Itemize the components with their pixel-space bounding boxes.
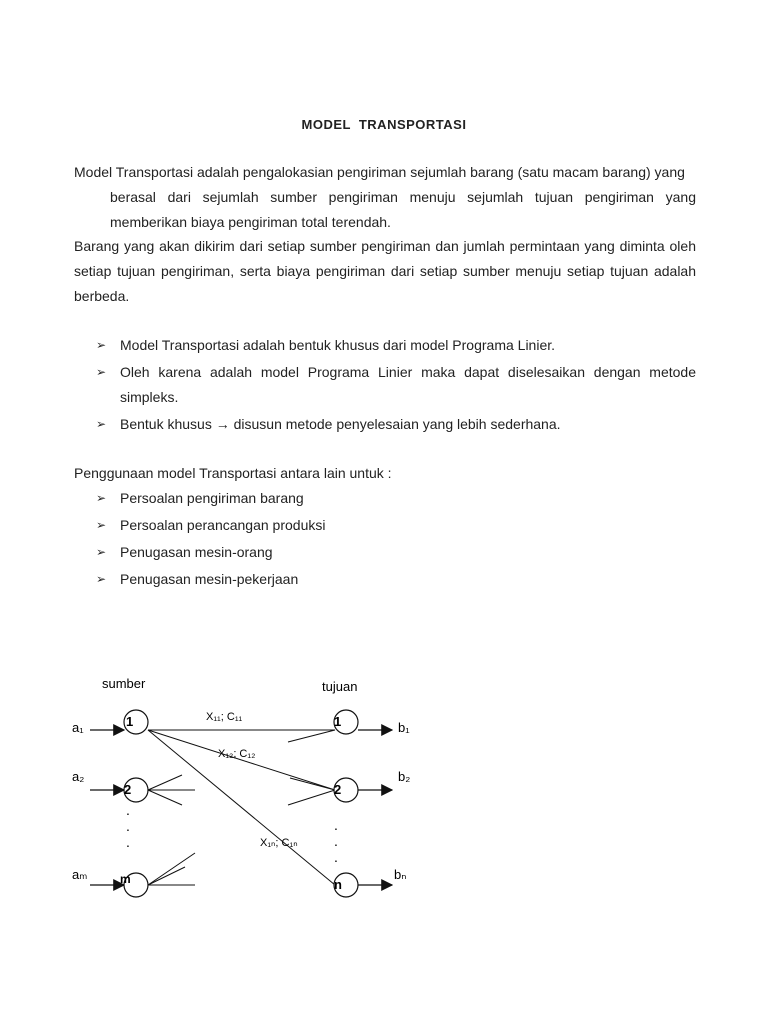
supply-label: aₘ bbox=[72, 867, 88, 882]
destination-node-label: n bbox=[334, 877, 342, 892]
list-item: ➢ Oleh karena adalah model Programa Linier maka dapat diselesaikan dengan metode simpleks. bbox=[96, 360, 696, 410]
supply-label: a₁ bbox=[72, 720, 84, 735]
arrow-bullet-icon: ➢ bbox=[96, 365, 107, 379]
edge-line bbox=[148, 730, 335, 790]
list-item: ➢ Model Transportasi adalah bentuk khusus dari model Programa Linier. bbox=[96, 333, 696, 358]
ellipsis-dot: . bbox=[126, 802, 130, 818]
properties-list bbox=[96, 333, 696, 439]
edge-stub bbox=[148, 867, 185, 885]
arrow-bullet-icon: ➢ bbox=[96, 417, 107, 431]
source-node-label: 2 bbox=[124, 782, 132, 797]
list-item: ➢ Bentuk khusus → disusun metode penyelesaian yang lebih sederhana. bbox=[96, 412, 696, 437]
ellipsis-dot: . bbox=[126, 834, 130, 850]
ellipsis-dot: . bbox=[126, 818, 130, 834]
cost-paragraph: Barang yang akan dikirim dari setiap sumber pengiriman dan jumlah permintaan yang diminta oleh setiap tujuan pengiriman, serta biaya pengiriman dari setiap sumber menuju setiap tujuan adalah berbeda. bbox=[74, 238, 696, 304]
definition-first-line: Model Transportasi adalah pengalokasian pengiriman sejumlah barang (satu macam barang) yang bbox=[74, 164, 685, 180]
list-item: ➢ Penugasan mesin-orang bbox=[96, 540, 696, 565]
edge-stub bbox=[148, 853, 195, 885]
arrow-bullet-icon: ➢ bbox=[96, 572, 107, 586]
source-node-label: m bbox=[120, 872, 131, 886]
list-item: ➢ Persoalan perancangan produksi bbox=[96, 513, 696, 538]
uses-intro: Penggunaan model Transportasi antara lain untuk : bbox=[74, 465, 392, 481]
arrow-bullet-icon: ➢ bbox=[96, 545, 107, 559]
edge-stub bbox=[148, 775, 182, 790]
source-node-label: 1 bbox=[126, 714, 134, 729]
page-title: MODEL TRANSPORTASI bbox=[301, 117, 467, 132]
list-item: ➢ Penugasan mesin-pekerjaan bbox=[96, 567, 696, 592]
edge-stub bbox=[288, 730, 335, 742]
definition-continuation: berasal dari sejumlah sumber pengiriman menuju sejumlah tujuan pengiriman yang memberikan biaya pengiriman total terendah. bbox=[110, 189, 696, 230]
arrow-bullet-icon: ➢ bbox=[96, 491, 107, 505]
sumber-label: sumber bbox=[102, 676, 146, 691]
arrow-bullet-icon: ➢ bbox=[96, 338, 107, 352]
ellipsis-dot: . bbox=[334, 849, 338, 865]
edge-stub bbox=[290, 778, 335, 790]
arrow-bullet-icon: ➢ bbox=[96, 518, 107, 532]
destination-node-label: 2 bbox=[334, 782, 342, 797]
edge-stub bbox=[288, 790, 335, 805]
demand-label: bₙ bbox=[394, 867, 407, 882]
demand-label: b₁ bbox=[398, 720, 410, 735]
edge-label: X₁ₙ; C₁ₙ bbox=[260, 837, 298, 849]
list-item: ➢ Persoalan pengiriman barang bbox=[96, 486, 696, 511]
uses-list bbox=[96, 486, 696, 594]
ellipsis-dot: . bbox=[334, 817, 338, 833]
edge-label: X₁₁; C₁₁ bbox=[206, 711, 243, 723]
destination-node-label: 1 bbox=[334, 714, 342, 729]
edge-label: X₁₂; C₁₂ bbox=[218, 748, 256, 760]
demand-label: b₂ bbox=[398, 769, 411, 784]
transport-network-diagram bbox=[60, 660, 440, 910]
definition-paragraph bbox=[74, 160, 696, 235]
tujuan-label: tujuan bbox=[322, 679, 358, 694]
supply-label: a₂ bbox=[72, 769, 85, 784]
edge-stub bbox=[148, 790, 182, 805]
ellipsis-dot: . bbox=[334, 833, 338, 849]
